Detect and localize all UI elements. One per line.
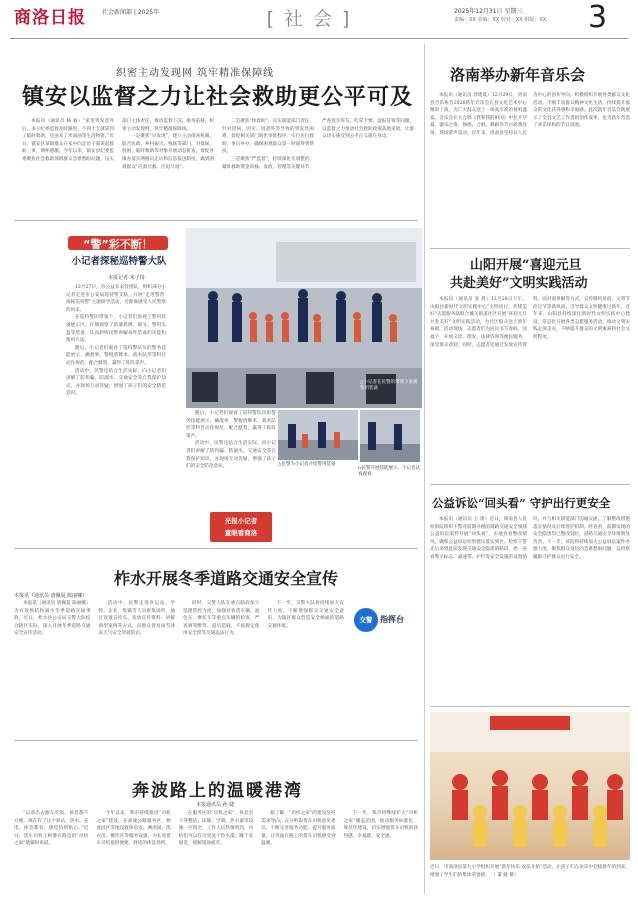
music-paragraph: 本报讯（通讯员 郭建夏）12月29日，洛南县音乐协会2026新年音乐会在县文化艺术中心精彩上演，为广大群众送上一场高水准的视听盛宴。音乐会在大合唱《我和我的祖国》中拉开序幕，器乐合奏、独唱、合唱、舞蹈等节目轮番登场，现场掌声雷动。近年来，洛南县坚持以人民为中心的创作导向，积极组织开展各类群众文化活动，不断丰富群众精神文化生活，持续提升群众的文化获得感和幸福感。此次新年音乐会既展示了全县文艺工作者的创作成果，也为新年营造了欢乐祥和的节日氛围。 [430, 93, 630, 136]
stamp-line-2: 童眼看商洛 [224, 529, 258, 537]
port-paragraph: 在服务区的“司机之家”，休息室干净整洁，床铺、空调、热水器等设施一应俱全，工作人员热情周到，司机们可以在这里洗个热水澡、睡个安稳觉，缓解旅途疲劳。 [178, 811, 254, 847]
port-paragraph: 据了解，“司机之家”的建设坚持需求导向，充分听取货车司机意见建议，不断完善服务功能、提升服务质量，让奔波在路上的货车司机感受到温暖。 [261, 811, 336, 847]
traffic-paragraph: 本报讯（通讯员 唐佩夏 陈丽娜）为有效预防和减少冬季道路交通事故，近日，柞水县公安局交警大队结合辖区实际，深入开展冬季道路交通安全宣传活动。 [14, 601, 91, 637]
column-divider [424, 44, 425, 894]
police-paragraph: 随后，小记者们观看了巡特警队员的警务技能展示，擒敌拳、警棍盾牌术、战术队形等科目动作规范、配合默契，赢得了阵阵掌声。 [186, 411, 276, 439]
traffic-paragraph: 同时，交警大队在重点路段加大巡逻管控力度，加强对客货车辆、面包车、摩托车等重点车辆的检查，严查酒驾醉驾、超员超载、不按规定使用安全带等交通违法行为。 [183, 601, 260, 637]
police-byline: 本报记者 米子扬 [108, 275, 145, 281]
traffic-byline: 本报讯（通讯员 唐佩夏 陈丽娜） [14, 593, 88, 599]
traffic-paragraph: 活动中，民警走进客运站、学校、企业、集镇等人员密集场所，通过设置宣传点、发放宣传资料、讲解典型案例等方式，向群众普及雨雪冰冻天气安全驾驶常识。 [98, 601, 175, 637]
divider [430, 706, 630, 707]
port-byline: 本报通讯员 孙 婕 [196, 802, 235, 808]
shanyang-body [430, 296, 630, 480]
editor-line: 责编：XX 美编：XX 校对：XX 组版：XX [454, 17, 547, 23]
police-photo-3 [360, 410, 420, 462]
traffic-title: 柞水开展冬季道路交通安全宣传 [114, 569, 339, 588]
suit-paragraph: 本报讯（通讯员 王 蕾）近日，商南县人民检察院组织干警对前期办理的道路交通安全领域公益诉讼案件开展“回头看”，实地查看整改情况，确保公益诉讼检察建议落实到位。检察干警先后来到此前发现交通安全隐患的路段，逐一查看警示标志、减速带、护栏等安全设施的设置情况，并与相关职能部门沟通交流，了解整改措施落实情况及后续管护机制。经查看，前期发现的安全隐患均已整改到位，道路交通安全环境明显改善。下一步，该院将持续加大公益诉讼案件办理力度，聚焦群众身边的急难愁盼问题，以检察履职守护群众出行安全。 [430, 517, 630, 560]
police-paragraph: 活动中，民警还结合生活实际，向小记者们讲解了防拐骗、防溺水、交通安全等自我保护知识，并现场互动答疑，增强了孩子们的安全防范意识。 [66, 368, 166, 397]
police-paragraph: 在巡特警的带领下，小记者们参观了警用装备展示区，仔细观察了防暴盾牌、钢叉、警用头盔等装备，认真聆听民警讲解每件装备的功能和使用方法。 [66, 315, 166, 344]
suit-body [430, 516, 630, 702]
traffic-body [14, 600, 344, 730]
page-number: 3 [588, 0, 608, 35]
port-paragraph: 下一步，我市将继续扩大“司机之家”覆盖范围，推动服务标准化、规范化建设，切实增强货车司机的获得感、幸福感、安全感。 [343, 811, 418, 839]
lead-paragraph: 本报讯（通讯员 杨 毅）“家里突发意外后，多亏纪委监督及时跟进，不到十天就拿到了临时救助，还送来了米面油等生活物资。”近日，镇安县某镇群众在家中向走访干部说起救助一事，满怀感激。今年以来，镇安县纪委监委聚焦社会救助领域群众急难愁盼问题，压实部门主体责任，推动监督下沉、服务前移，织密主动发现网，筑牢精准保障线。 [22, 119, 214, 162]
lead-paragraph: 一是聚焦“早发现”，建立主动排查机制。联合民政、乡村振兴、残联等部门，对低保、特困、临时救助等对象开展动态排查，督促各镇办落实网格员走访和信息报送制度，做到困难群众“应救尽救、应退尽退”。 [122, 134, 214, 170]
police-photo-2-scene [278, 410, 358, 460]
police-paragraph: 随后，小记者们观看了巡特警队员的警务技能展示，擒敌拳、警棍盾牌术、战术队形等科目动作规范、配合默契，赢得了阵阵掌声。 [66, 345, 166, 366]
traffic-paragraph: 下一步，交警大队将持续加大宣传力度，不断增强群众交通安全意识，为辖区群众营造安全畅通的道路交通环境。 [267, 601, 344, 629]
header-rule [10, 38, 628, 39]
traffic-logo-text: 指挥台 [380, 615, 404, 624]
lead-paragraph: 三是聚焦“严监督”，持续深化专项整治。紧盯救助资金审核、发放、管理等关键环节，严查优亲厚友、吃拿卡要、虚报冒领等问题，以监督之力推动社会救助政策落地见效，让群众切实感受到公平正义就在身边。 [222, 119, 414, 170]
kids-photo-scene [430, 712, 630, 860]
kids-caption-text: 近日，市商洛县第九小学组织开展“新年快乐·欢乐开始”活动，让孩子们在欢乐中迎接新年的到来，增强了学生们的集体荣誉感。 [430, 865, 630, 878]
music-body [430, 92, 630, 242]
suit-title: 公益诉讼“回头看” 守护出行更安全 [432, 496, 611, 510]
traffic-logo-badge: 交警 [354, 608, 378, 632]
section-title: [社会] [266, 8, 360, 30]
port-paragraph: “以前出去跑车吃饭、休息都不方便，现在有了这个驿站，热水、充电、休息都有，感觉特别贴心。”近日，货车司机王师傅在路边的“司机之家”歇脚时说道。 [14, 811, 89, 847]
lead-title: 镇安以监督之力让社会救助更公平可及 [22, 84, 414, 110]
police-paragraph: 12月27日，市公益未来营团队，组织部分小记者走进市公安局巡特警支队，开展“走进警营·探秘巡特警”主题研学活动，近距离感受人民警察的风采。 [66, 285, 166, 313]
port-paragraph: 今年以来，我市持续推进“司机之家”建设，在高速公路服务区、物流园区等地设置休息室、淋浴间、洗衣房、餐饮区等服务设施，为长途货车司机提供便捷、舒适的休息场所。 [96, 811, 171, 847]
police-paragraph: 活动中，民警还结合生活实际，向小记者们讲解了防拐骗、防溺水、交通安全等自我保护知识，并现场互动答疑，增强了孩子们的安全防范意识。 [186, 441, 276, 470]
police-body [66, 284, 166, 434]
newspaper-logo: 商洛日报 [14, 8, 86, 28]
lead-body [22, 118, 414, 218]
divider [430, 248, 630, 249]
police-caption-2: △民警为小记者介绍警用装备 [278, 462, 336, 467]
police-caption-3: ▷民警开展技能展示，小记者认真观看 [358, 466, 420, 477]
kids-photo-credit: （ 董 婕 摄） [491, 872, 519, 878]
kids-caption [430, 864, 630, 894]
police-photo-3-scene [360, 410, 420, 462]
music-title: 洛南举办新年音乐会 [450, 66, 586, 84]
divider [14, 740, 418, 741]
divider [14, 548, 418, 549]
traffic-logo [352, 606, 418, 640]
police-header-subtitle: 小记者探秘巡特警大队 [71, 256, 167, 267]
police-header-title: “警”彩不断！ [83, 238, 153, 251]
divider [14, 220, 418, 221]
shanyang-title-1: 山阳开展“喜迎元旦 [470, 258, 582, 273]
stamp-line-1: 光报小记者 [224, 517, 258, 525]
lead-paragraph: 二是聚焦“快救助”，压实职能部门责任。针对因病、因灾、因意外等导致的突发性困难，督促相关部门简化审批程序，实行先行救助、事后补办，确保困难群众第一时间得到帮扶。 [222, 119, 314, 155]
lead-kicker: 织密主动发现网 筑牢精准保障线 [116, 68, 275, 79]
kids-reporter-stamp [210, 512, 272, 542]
police-body-col2 [186, 410, 276, 500]
police-header [66, 232, 170, 268]
police-caption-1: △小记者在民警的带领下参观警用装备 [360, 380, 418, 391]
issue-date: 2025年12月31日 星期三 [454, 8, 523, 15]
shanyang-paragraph: 本报讯（通讯员 张 晨）12月28日下午，山阳县新时代文明实践中心“文明同行，共建美好”志愿服务队联合城关街道社区开展“喜迎元旦 共赴美好”文明实践活动，为社区群众送上新年祝福。活动现场，志愿者们为居民书写春联、送福字，开展义诊、理发、法律咨询等便民服务，深受群众欢迎。同时，志愿者还通过发放宣传资料、面对面讲解等方式，宣传移风易俗、文明节俭过节等新风尚，引导群众文明健康过新年。近年来，山阳县持续深化新时代文明实践中心建设，常态化开展各类志愿服务活动，推动文明实践走深走实，不断提升群众的文明素养和社会文明程度。 [430, 297, 630, 348]
divider [430, 484, 630, 485]
port-body [14, 810, 418, 894]
port-title: 奔波路上的温暖港湾 [132, 781, 303, 801]
masthead [0, 0, 638, 44]
shanyang-title-2: 共赴美好”文明实践活动 [450, 276, 588, 291]
police-photo-2 [278, 410, 358, 460]
kids-photo [430, 712, 630, 860]
logo-subtitle: 社会新闻部 | 2025年 [102, 9, 160, 16]
